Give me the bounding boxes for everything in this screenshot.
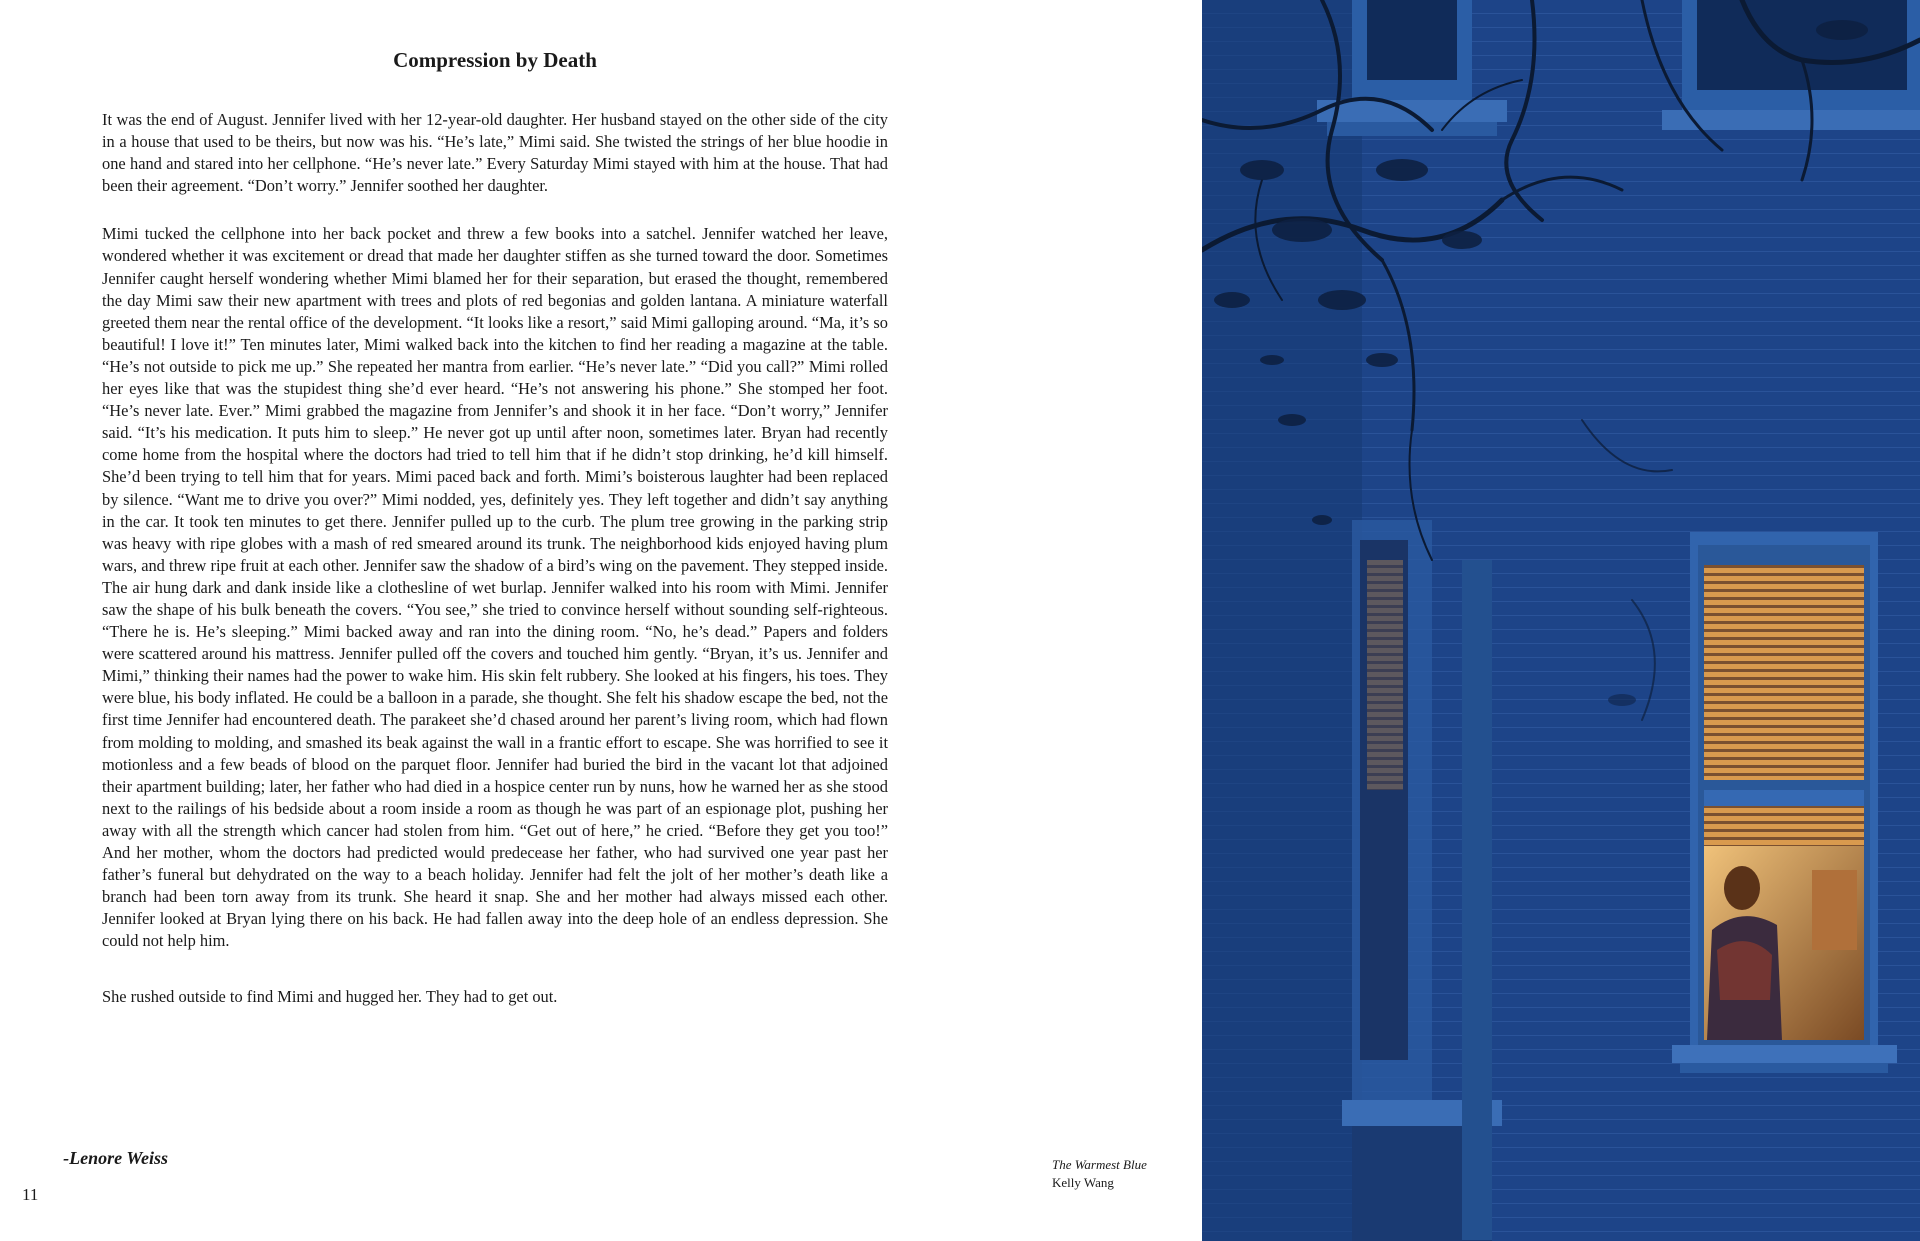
story-body	[102, 109, 888, 1035]
story-paragraph-3: She rushed outside to find Mimi and hugged her. They had to get out.	[102, 987, 558, 1007]
window-blinds	[1704, 565, 1864, 780]
story-paragraph-2: Mimi tucked the cellphone into her back pocket and threw a few books into a satchel. Jennifer watched her leave, wondered whether it was excitement or dread that made her daughter stiffen as she turned toward the door. Sometimes Jennifer caught herself wondering whether Mimi blamed her for their separation, but erased the thought, remembered the day Mimi saw their new apartment with trees and plots of red begonias and golden lantana. A miniature waterfall greeted them near the rental office of the development. “It looks like a resort,” said Mimi galloping around. “Ma, it’s so beautiful! I love it!” Ten minutes later, Mimi walked back into the kitchen to find her reading a magazine at the table. “He’s not outside to pick me up.” She repeated her mantra from earlier. “He’s never late.” “Did you call?” Mimi rolled her eyes like that was the stupidest thing she’d ever heard. “He’s not answering his phone.” She stomped her foot. “He’s never late. Ever.” Mimi grabbed the magazine from Jennifer’s and shook it in her face. “Don’t worry,” Jennifer said. “It’s his medication. It puts him to sleep.” He never got up until after noon, sometimes later. Bryan had recently come home from the hospital where the doctors had tried to tell him that if he didn’t stop drinking, he’d kill himself. She’d been trying to tell him that for years. Mimi paced back and forth. Mimi’s boisterous laughter had been replaced by silence. “Want me to drive you over?” Mimi nodded, yes, definitely yes. They left together and didn’t say anything in the car. It took ten minutes to get there. Jennifer pulled up to the curb. The plum tree growing in the parking strip was heavy with ripe globes with a mash of red smeared around its trunk. The neighborhood kids enjoyed having plum wars, and threw ripe fruit at each other. Jennifer saw the shadow of a bird’s wing on the pavement. They stepped inside. The air hung dark and dank inside like a clothesline of wet burlap. Jennifer walked into his room with Mimi. Jennifer saw the shape of his bulk beneath the covers. “You see,” she tried to convince herself without sounding self-righteous. “There he is. He’s sleeping.” Mimi backed away and ran into the dining room. “No, he’s dead.” Papers and folders were scattered around his mattress. Jennifer pulled off the covers and touched him gently. “Bryan, it’s us. Jennifer and Mimi,” thinking their names had the power to wake him. His skin felt rubbery. She looked at his fingers, his toes. They were blue, his body inflated. He could be a balloon in a parade, she thought. She felt his shadow escape the bed, not the first time Jennifer had encountered death. The parakeet she’d chased around her parent’s living room, which had flown from molding to molding, and smashed its beak against the wall in a frantic effort to escape. She was horrified to see it motionless and a few beads of blood on the parquet floor. Jennifer had buried the bird in the vacant lot that adjoined their apartment building; later, her father who had died in a hospice center run by nuns, how he warned her as she stood next to the railings of his bedside about a room inside a room as though he was part of an espionage plot, pushing her away with all the strength which cancer had stolen from him. “Get out of here,” he cried. “Before they get you too!” And her mother, whom the doctors had predicted would predecease her father, who had survived one year past her father’s funeral but dehydrated on the way to a beach holiday. Jennifer had felt the jolt of her mother’s death like a branch had been torn away from its trunk. She heard it snap. She and her mother had always missed each other. Jennifer looked at Bryan lying there on his back. He had fallen away into the deep hole of an endless depression. She could not help him.	[102, 224, 888, 951]
page-number: 11	[22, 1185, 39, 1204]
photo-illustration	[1202, 0, 1920, 1241]
story-title: Compression by Death	[393, 48, 597, 72]
blue-house-photo	[1202, 0, 1920, 1241]
story-author: -Lenore Weiss	[63, 1148, 168, 1168]
photo-caption-title: The Warmest Blue	[1052, 1157, 1147, 1172]
photo-caption-credit: Kelly Wang	[1052, 1175, 1114, 1190]
photo-caption	[1052, 1156, 1147, 1192]
story-paragraph-1: It was the end of August. Jennifer lived with her 12-year-old daughter. Her husband stayed on the other side of the city in a house that used to be theirs, but now was his. “He’s late,” Mimi said. She twisted the strings of her blue hoodie in one hand and stared into her cellphone. “He’s never late.” Every Saturday Mimi stayed with him at the house. That had been their agreement. “Don’t worry.” Jennifer soothed her daughter.	[102, 110, 888, 196]
